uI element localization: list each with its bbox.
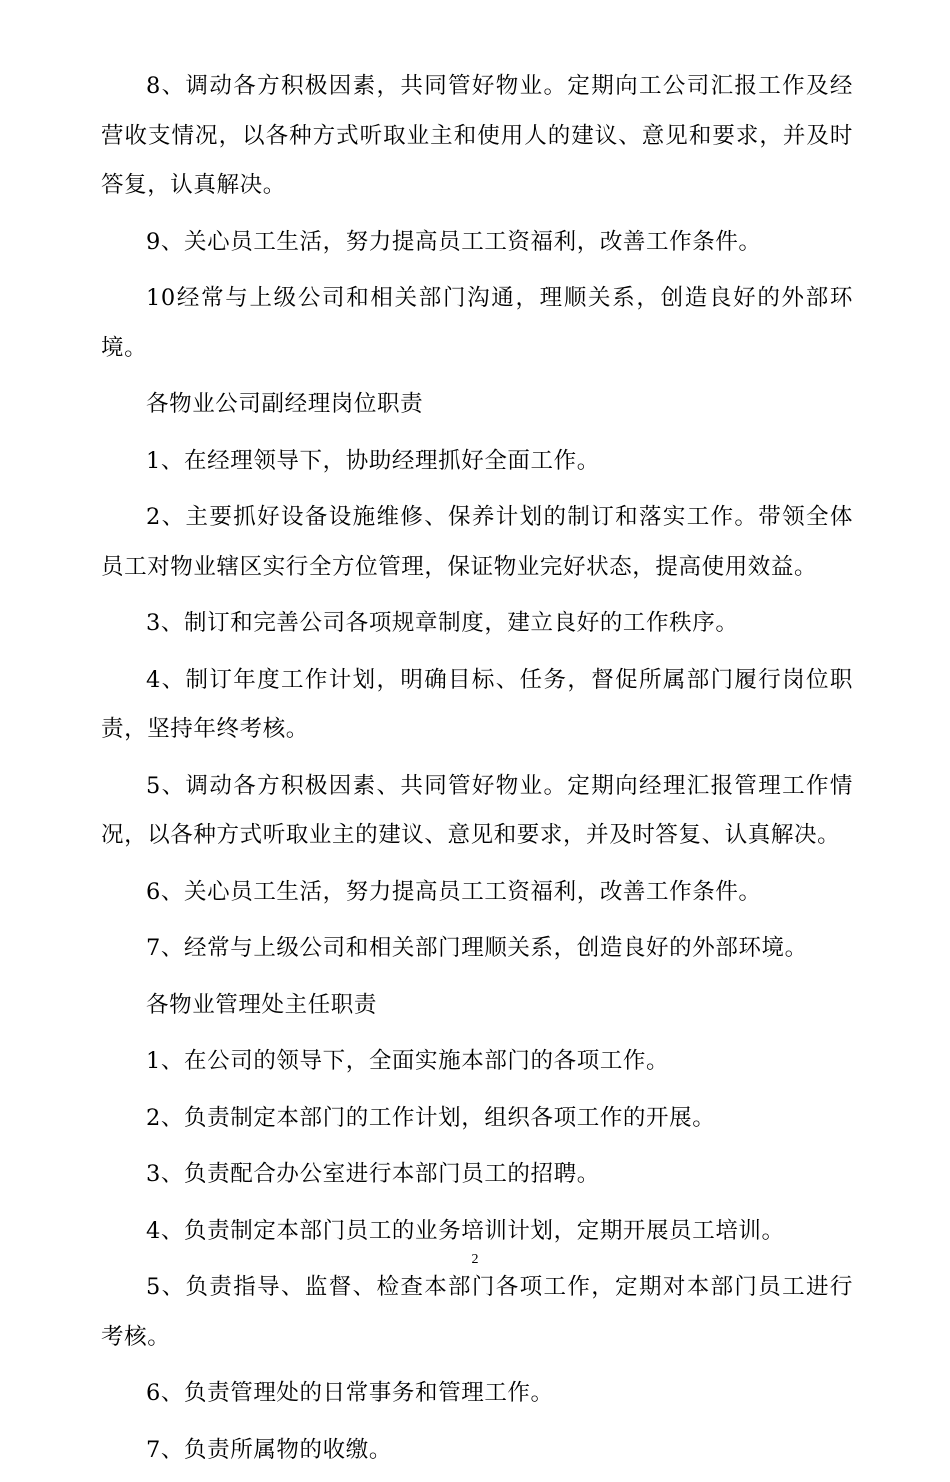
paragraph: 6、关心员工生活，努力提高员工工资福利，改善工作条件。	[146, 878, 762, 905]
paragraph: 7、经常与上级公司和相关部门理顺关系，创造良好的外部环境。	[146, 935, 808, 961]
paragraph: 6、负责管理处的日常事务和管理工作。	[146, 1380, 554, 1406]
document-body	[101, 62, 853, 1482]
paragraph: 2、负责制定本部门的工作计划，组织各项工作的开展。	[146, 1104, 716, 1131]
paragraph: 1、在公司的领导下，全面实施本部门的各项工作。	[146, 1048, 670, 1074]
paragraph: 1、在经理领导下，协助经理抓好全面工作。	[146, 447, 600, 474]
paragraph: 4、负责制定本部门员工的业务培训计划，定期开展员工培训。	[146, 1217, 785, 1244]
paragraph: 2、主要抓好设备设施维修、保养计划的制订和落实工作。带领全体员工对物业辖区实行全方位管理，保证物业完好状态，提高使用效益。	[101, 504, 853, 580]
paragraph: 3、负责配合办公室进行本部门员工的招聘。	[146, 1161, 600, 1187]
section-heading: 各物业管理处主任职责	[146, 991, 378, 1018]
paragraph: 9、关心员工生活，努力提高员工工资福利，改善工作条件。	[146, 228, 762, 255]
paragraph: 4、制订年度工作计划，明确目标、任务，督促所属部门履行岗位职责，坚持年终考核。	[101, 666, 853, 742]
paragraph: 8、调动各方积极因素，共同管好物业。定期向工公司汇报工作及经营收支情况，以各种方式听取业主和使用人的建议、意见和要求，并及时答复，认真解决。	[101, 73, 853, 198]
section-heading: 各物业公司副经理岗位职责	[146, 391, 424, 417]
paragraph: 7、负责所属物的收缴。	[146, 1436, 392, 1463]
page-number: 2	[471, 1252, 479, 1267]
paragraph: 3、制订和完善公司各项规章制度，建立良好的工作秩序。	[146, 610, 739, 636]
paragraph: 5、调动各方积极因素、共同管好物业。定期向经理汇报管理工作情况，以各种方式听取业主的建议、意见和要求，并及时答复、认真解决。	[101, 772, 853, 848]
paragraph: 5、负责指导、监督、检查本部门各项工作，定期对本部门员工进行考核。	[101, 1274, 853, 1350]
paragraph: 10经常与上级公司和相关部门沟通，理顺关系，创造良好的外部环境。	[101, 285, 853, 361]
